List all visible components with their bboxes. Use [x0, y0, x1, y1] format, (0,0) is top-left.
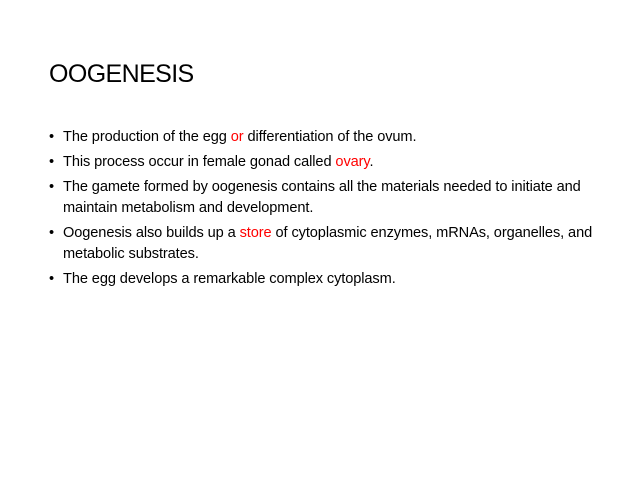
bullet-item: [49, 223, 609, 265]
highlighted-word: ovary: [335, 154, 370, 170]
bullet-item: [49, 152, 609, 173]
bullet-text: The production of the egg: [63, 129, 231, 145]
bullet-text: The gamete formed by oogenesis contains all the materials needed to initiate and maintain metabolism and development.: [63, 179, 581, 216]
bullet-dot-icon: •: [49, 129, 55, 145]
bullet-item: [49, 269, 609, 290]
bullet-list: [49, 127, 609, 294]
bullet-text: This process occur in female gonad called: [63, 154, 336, 170]
slide-title: OOGENESIS: [49, 60, 194, 88]
bullet-text: Oogenesis also builds up a: [63, 225, 240, 241]
bullet-dot-icon: •: [49, 154, 55, 170]
bullet-text: .: [369, 154, 374, 170]
bullet-text: differentiation of the ovum.: [243, 129, 417, 145]
highlighted-word: or: [230, 129, 244, 145]
bullet-dot-icon: •: [49, 271, 55, 287]
highlighted-word: store: [239, 225, 272, 241]
bullet-item: [49, 127, 609, 148]
bullet-item: [49, 177, 609, 219]
bullet-dot-icon: •: [49, 179, 55, 195]
bullet-text: of cytoplasmic enzymes, mRNAs, organelles, and metabolic substrates.: [63, 225, 593, 262]
bullet-dot-icon: •: [49, 225, 55, 241]
bullet-text: The egg develops a remarkable complex cytoplasm.: [63, 271, 396, 287]
